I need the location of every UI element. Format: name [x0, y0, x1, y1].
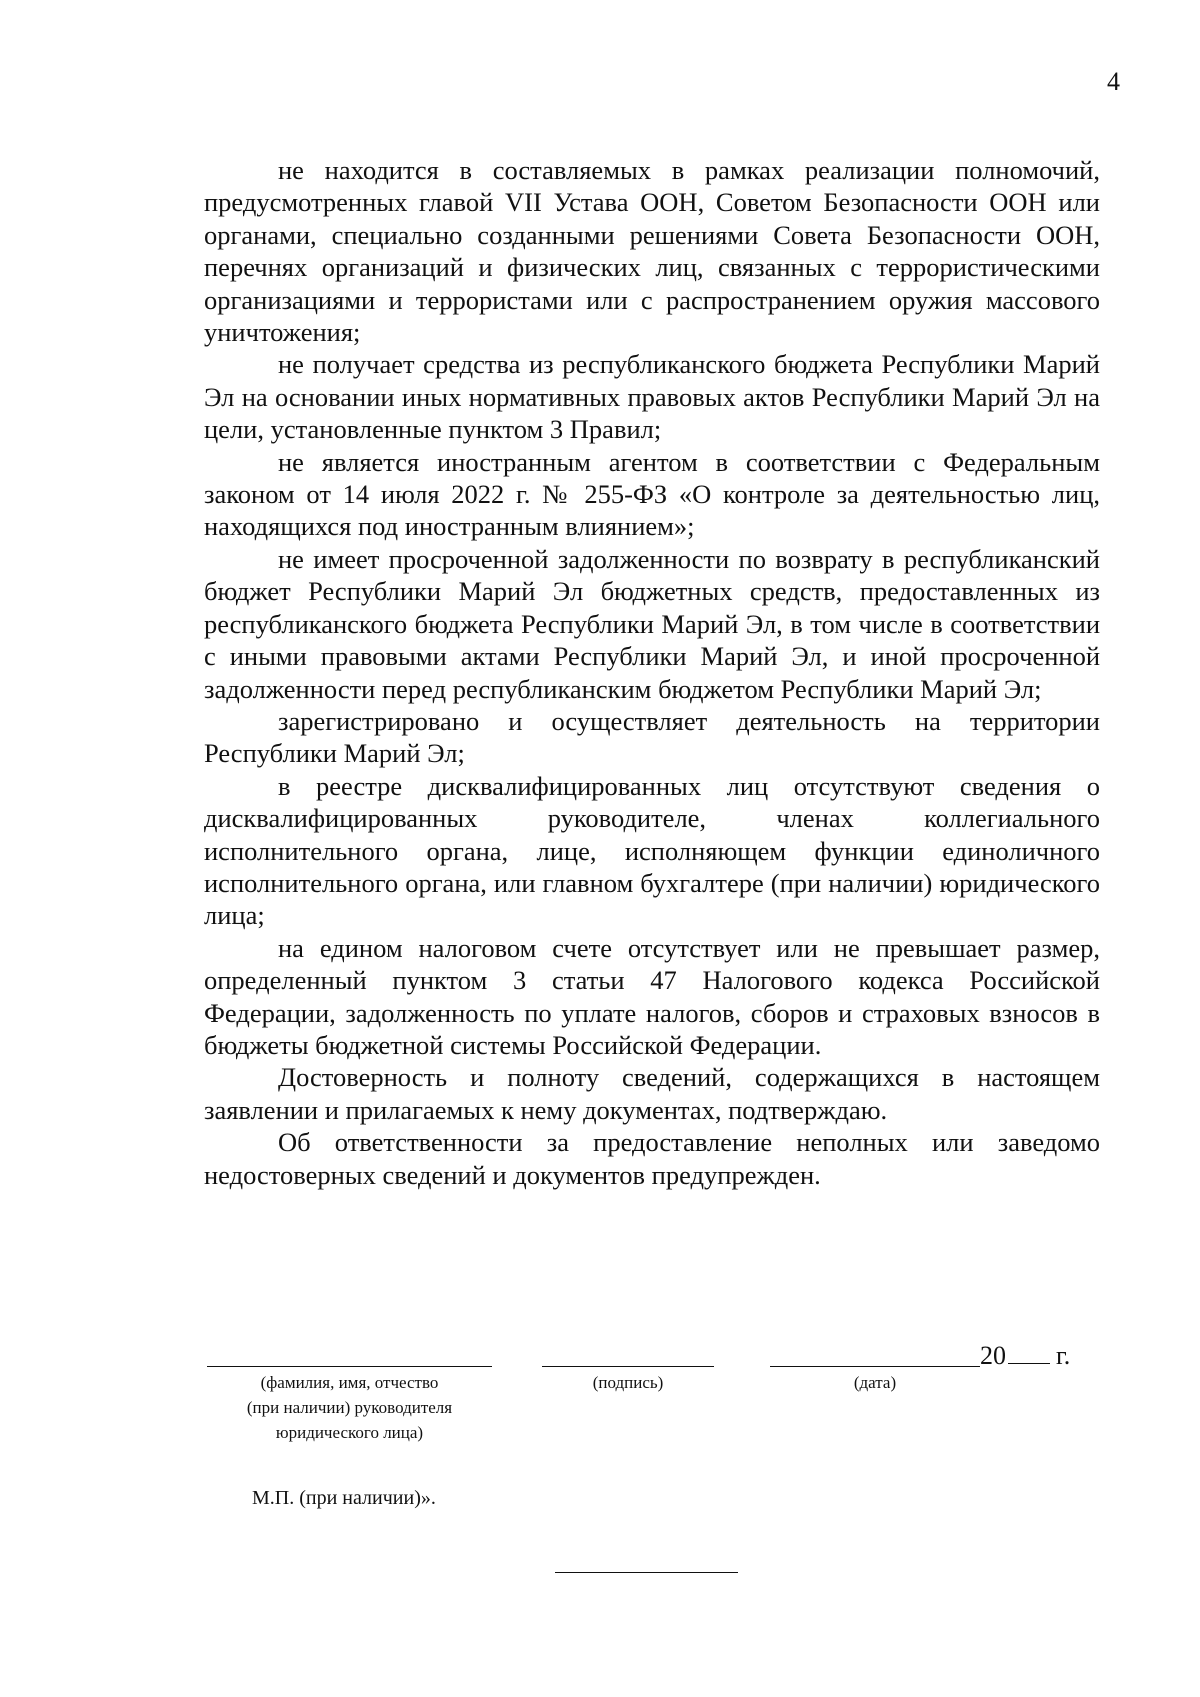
- document-body: [204, 154, 1100, 1191]
- signature-caption: (подпись): [592, 1373, 664, 1392]
- paragraph-disqualified-registry: в реестре дисквалифицированных лиц отсутствуют сведения о дисквалифицированных руководителе, членах коллегиального исполнительного органа, лице, исполняющем функции единоличного исполнительного органа, или главном бухгалтере (при наличии) юридического лица;: [204, 770, 1100, 931]
- name-caption: [207, 1370, 492, 1445]
- date-year-field: [980, 1340, 1070, 1372]
- paragraph-confirmation: Достоверность и полноту сведений, содержащихся в настоящем заявлении и прилагаемых к нему документах, подтверждаю.: [204, 1062, 1100, 1125]
- paragraph-responsibility: Об ответственности за предоставление неполных или заведомо недостоверных сведений и документов предупрежден.: [204, 1127, 1100, 1190]
- paragraph-sanctions-list: не находится в составляемых в рамках реализации полномочий, предусмотренных главой VII Устава ООН, Советом Безопасности ООН или органами, специально созданными решениями Совета Безопасности ООН, перечнях организаций и физических лиц, связанных с террористическими организациями и террористами или с распространением оружия массового уничтожения;: [204, 155, 1100, 348]
- signature-line: [542, 1366, 714, 1367]
- paragraph-registered: зарегистрировано и осуществляет деятельность на территории Республики Марий Эл;: [204, 705, 1100, 769]
- closing-rule: [555, 1572, 738, 1573]
- paragraph-no-overdue-debt: не имеет просроченной задолженности по возврату в республиканский бюджет Республики Марий Эл бюджетных средств, предоставленных из республиканского бюджета Республики Марий Эл, в том числе в соответствии с иными правовыми актами Республики Марий Эл, и иной просроченной задолженности перед республиканским бюджетом Республики Марий Эл;: [204, 543, 1100, 704]
- date-line: [770, 1366, 980, 1367]
- name-caption-line-3: юридического лица): [275, 1423, 424, 1442]
- name-signature-line: [207, 1366, 492, 1367]
- date-caption: (дата): [853, 1373, 897, 1392]
- paragraph-no-budget-funds: не получает средства из республиканского бюджета Республики Марий Эл на основании иных нормативных правовых актов Республики Марий Эл на цели, установленные пунктом 3 Правил;: [204, 349, 1100, 445]
- year-blank: [1008, 1341, 1050, 1364]
- year-suffix: г.: [1056, 1341, 1071, 1370]
- name-caption-line-2: (при наличии) руководителя: [246, 1398, 453, 1417]
- name-caption-line-1: (фамилия, имя, отчество: [260, 1373, 439, 1392]
- paragraph-tax-account: на едином налоговом счете отсутствует или не превышает размер, определенный пунктом 3 статьи 47 Налогового кодекса Российской Федерации, задолженность по уплате налогов, сборов и страховых взносов в бюджеты бюджетной системы Российской Федерации.: [204, 932, 1100, 1060]
- paragraph-not-foreign-agent: не является иностранным агентом в соответствии с Федеральным законом от 14 июля 2022 г. № 255-ФЗ «О контроле за деятельностью лиц, находящихся под иностранным влиянием»;: [204, 446, 1100, 542]
- page-number: 4: [1107, 67, 1120, 96]
- stamp-note: М.П. (при наличии)».: [252, 1487, 436, 1509]
- year-prefix: 20: [980, 1341, 1006, 1370]
